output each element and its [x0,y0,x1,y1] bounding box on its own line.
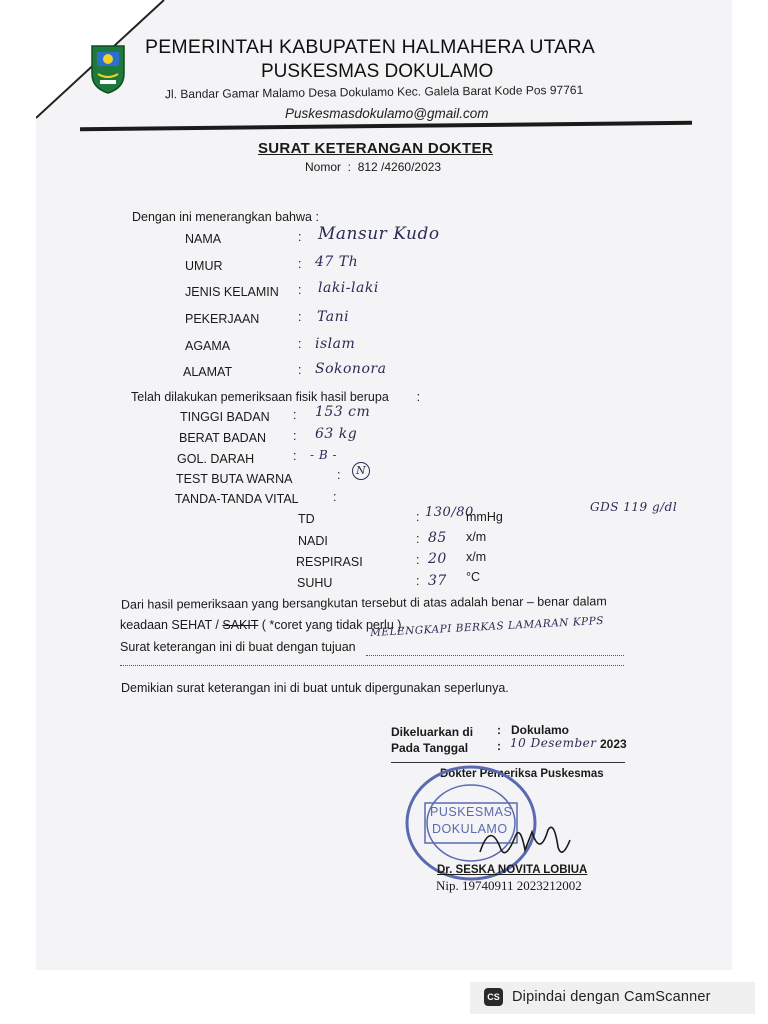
identity-colon: : [298,230,302,244]
conclusion-line1: Dari hasil pemeriksaan yang bersangkutan tersebut di atas adalah benar – benar dalam [120,594,607,612]
vital-unit-td: mmHg [466,510,503,524]
identity-colon: : [298,283,302,297]
exam-colon: : [337,468,341,482]
page-margin [0,0,36,970]
identity-colon: : [298,337,302,351]
purpose-value: MELENGKAPI BERKAS LAMARAN KPPS [369,614,605,640]
purpose-dotted-line [366,655,624,656]
vital-label-pulse: NADI [298,534,328,548]
identity-label-job: PEKERJAAN [185,312,260,326]
signer-nip: Nip. 19740911 2023212002 [436,878,582,893]
vital-label-td: TD [298,512,315,526]
stamp-text-2: DOKULAMO [432,822,508,836]
signer-role: Dokter Pemeriksa Puskesmas [440,768,604,780]
identity-value-address: Sokonora [315,361,387,377]
date-colon: : [497,739,501,753]
identity-label-religion: AGAMA [185,339,231,353]
issued-value: Dokulamo [511,723,570,737]
exam-value-colorblind: N [352,462,370,480]
exam-colon: : [333,490,337,504]
header-government: PEMERINTAH KABUPATEN HALMAHERA UTARA [145,36,595,58]
identity-value-job: Tani [317,309,350,325]
identity-label-address: ALAMAT [183,365,233,379]
letter-number: Nomor : 812 /4260/2023 [305,160,442,174]
side-note-glucose: GDS 119 g/dl [590,500,678,514]
vital-unit-pulse: x/m [466,530,487,544]
vital-value-resp: 20 [428,551,447,567]
handwritten-signature-icon [470,812,580,867]
conclusion-line2: keadaan SEHAT / SAKIT ( *coret yang tidak perlu ). [120,618,405,632]
issued-colon: : [497,723,501,737]
issued-label: Dikeluarkan di [391,725,474,739]
exam-label-weight: BERAT BADAN [179,431,267,445]
exam-intro: Telah dilakukan pemeriksaan fisik hasil berupa : [131,390,421,404]
date-year: 2023 [600,737,627,751]
vital-label-temp: SUHU [297,576,333,590]
camscanner-logo-icon: CS [484,988,503,1006]
identity-value-gender: laki-laki [318,280,379,296]
intro-text: Dengan ini menerangkan bahwa : [132,210,319,224]
vital-colon: : [416,553,420,567]
vital-value-temp: 37 [428,573,447,589]
identity-value-age: 47 Th [315,254,359,270]
identity-colon: : [298,257,302,271]
identity-label-gender: JENIS KELAMIN [185,285,279,299]
identity-colon: : [298,363,302,377]
header-address: Jl. Bandar Gamar Malamo Desa Dokulamo Kec. Galela Barat Kode Pos 97761 [164,82,584,102]
date-label: Pada Tanggal [391,741,469,755]
letter-title: SURAT KETERANGAN DOKTER [258,140,493,157]
identity-label-age: UMUR [185,259,223,273]
stamp-text-1: PUSKESMAS [430,805,513,819]
closing-text: Demikian surat keterangan ini di buat untuk dipergunakan seperlunya. [121,681,509,695]
exam-colon: : [293,429,297,443]
identity-label-name: NAMA [185,232,222,246]
vital-value-td: 130/80 [425,505,474,520]
exam-label-vitals: TANDA-TANDA VITAL [175,492,299,506]
header-clinic: PUSKESMAS DOKULAMO [261,61,494,82]
date-value: 10 Desember [510,736,597,750]
vital-colon: : [416,510,420,524]
exam-colon: : [293,449,297,463]
exam-label-colorblind: TEST BUTA WARNA [176,472,293,486]
purpose-dotted-line-2 [120,665,624,666]
scanner-label: Dipindai dengan CamScanner [512,989,711,1005]
district-emblem-icon [88,40,128,94]
purpose-label: Surat keterangan ini di buat dengan tujuan [120,640,356,654]
header-email: Puskesmasdokulamo@gmail.com [285,106,489,121]
exam-label-height: TINGGI BADAN [180,410,270,424]
exam-value-weight: 63 kg [315,426,358,442]
exam-label-blood: GOL. DARAH [177,452,255,466]
exam-value-height: 153 cm [315,404,371,420]
exam-colon: : [293,408,297,422]
vital-unit-resp: x/m [466,550,487,564]
exam-value-blood: - B - [310,448,338,462]
vital-label-resp: RESPIRASI [296,555,363,569]
signer-name: Dr. SESKA NOVITA LOBIUA [437,864,588,876]
identity-value-name: Mansur Kudo [318,224,440,244]
vital-unit-temp: °C [466,570,481,584]
identity-value-religion: islam [315,336,356,352]
identity-colon: : [298,310,302,324]
vital-colon: : [416,532,420,546]
vital-value-pulse: 85 [428,530,447,546]
vital-colon: : [416,574,420,588]
